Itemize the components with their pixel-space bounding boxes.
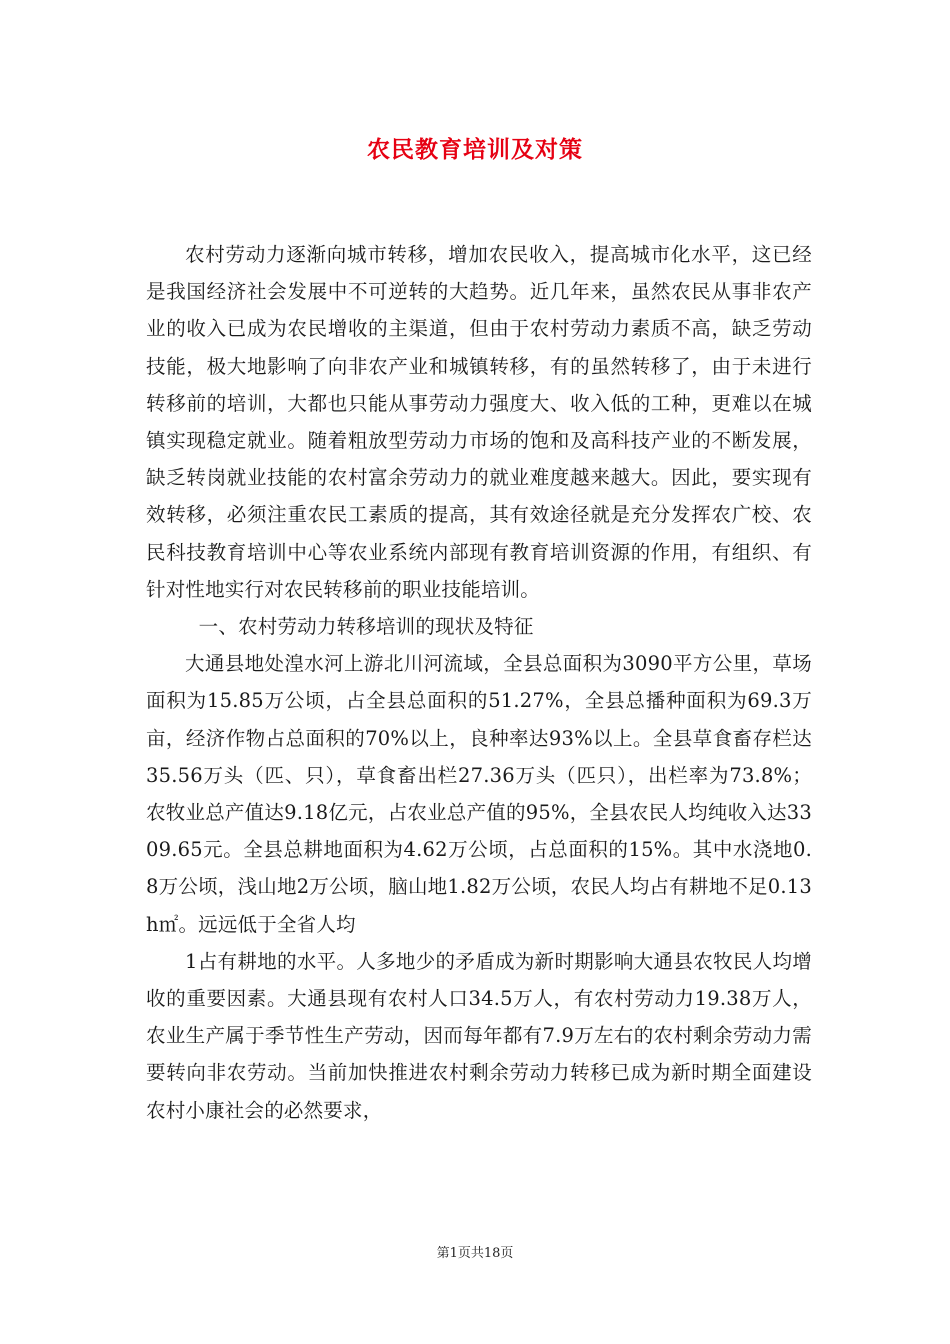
labor-force-paragraph: 1占有耕地的水平。人多地少的矛盾成为新时期影响大通县农牧民人均增收的重要因素。大通县现有农村人口34.5万人，有农村劳动力19.38万人，农业生产属于季节性生产劳动，因而每年都有7.9万左右的农村剩余劳动力需要转向非农劳动。当前加快推进农村剩余劳动力转移已成为新时期全面建设农村小康社会的必然要求， <box>146 949 812 1122</box>
document-body <box>146 236 812 1129</box>
intro-paragraph: 农村劳动力逐渐向城市转移，增加农民收入，提高城市化水平，这已经是我国经济社会发展中不可逆转的大趋势。近几年来，虽然农民从事非农产业的收入已成为农民增收的主渠道，但由于农村劳动力素质不高，缺乏劳动技能，极大地影响了向非农产业和城镇转移，有的虽然转移了，由于未进行转移前的培训，大都也只能从事劳动力强度大、收入低的工种，更难以在城镇实现稳定就业。随着粗放型劳动力市场的饱和及高科技产业的不断发展，缺乏转岗就业技能的农村富余劳动力的就业难度越来越大。因此，要实现有效转移，必须注重农民工素质的提高，其有效途径就是充分发挥农广校、农民科技教育培训中心等农业系统内部现有教育培训资源的作用，有组织、有针对性地实行对农民转移前的职业技能培训。 <box>146 243 812 601</box>
county-overview-paragraph: 大通县地处湟水河上游北川河流域，全县总面积为3090平方公里，草场面积为15.85万公顷，占全县总面积的51.27%，全县总播种面积为69.3万亩，经济作物占总面积的70%以上，良种率达93%以上。全县草食畜存栏达35.56万头（匹、只），草食畜出栏27.36万头（匹只），出栏率为73.8%；农牧业总产值达9.18亿元，占农业总产值的95%，全县农民人均纯收入达3309.65元。全县总耕地面积为4.62万公顷，占总面积的15%。其中水浇地0.8万公顷，浅山地2万公顷，脑山地1.82万公顷，农民人均占有耕地不足0.13h㎡。远远低于全省人均 <box>146 652 812 936</box>
page-number-footer: 第1页共18页 <box>436 1246 514 1261</box>
section-heading: 一、农村劳动力转移培训的现状及特征 <box>198 615 534 639</box>
document-title: 农民教育培训及对策 <box>367 136 583 163</box>
